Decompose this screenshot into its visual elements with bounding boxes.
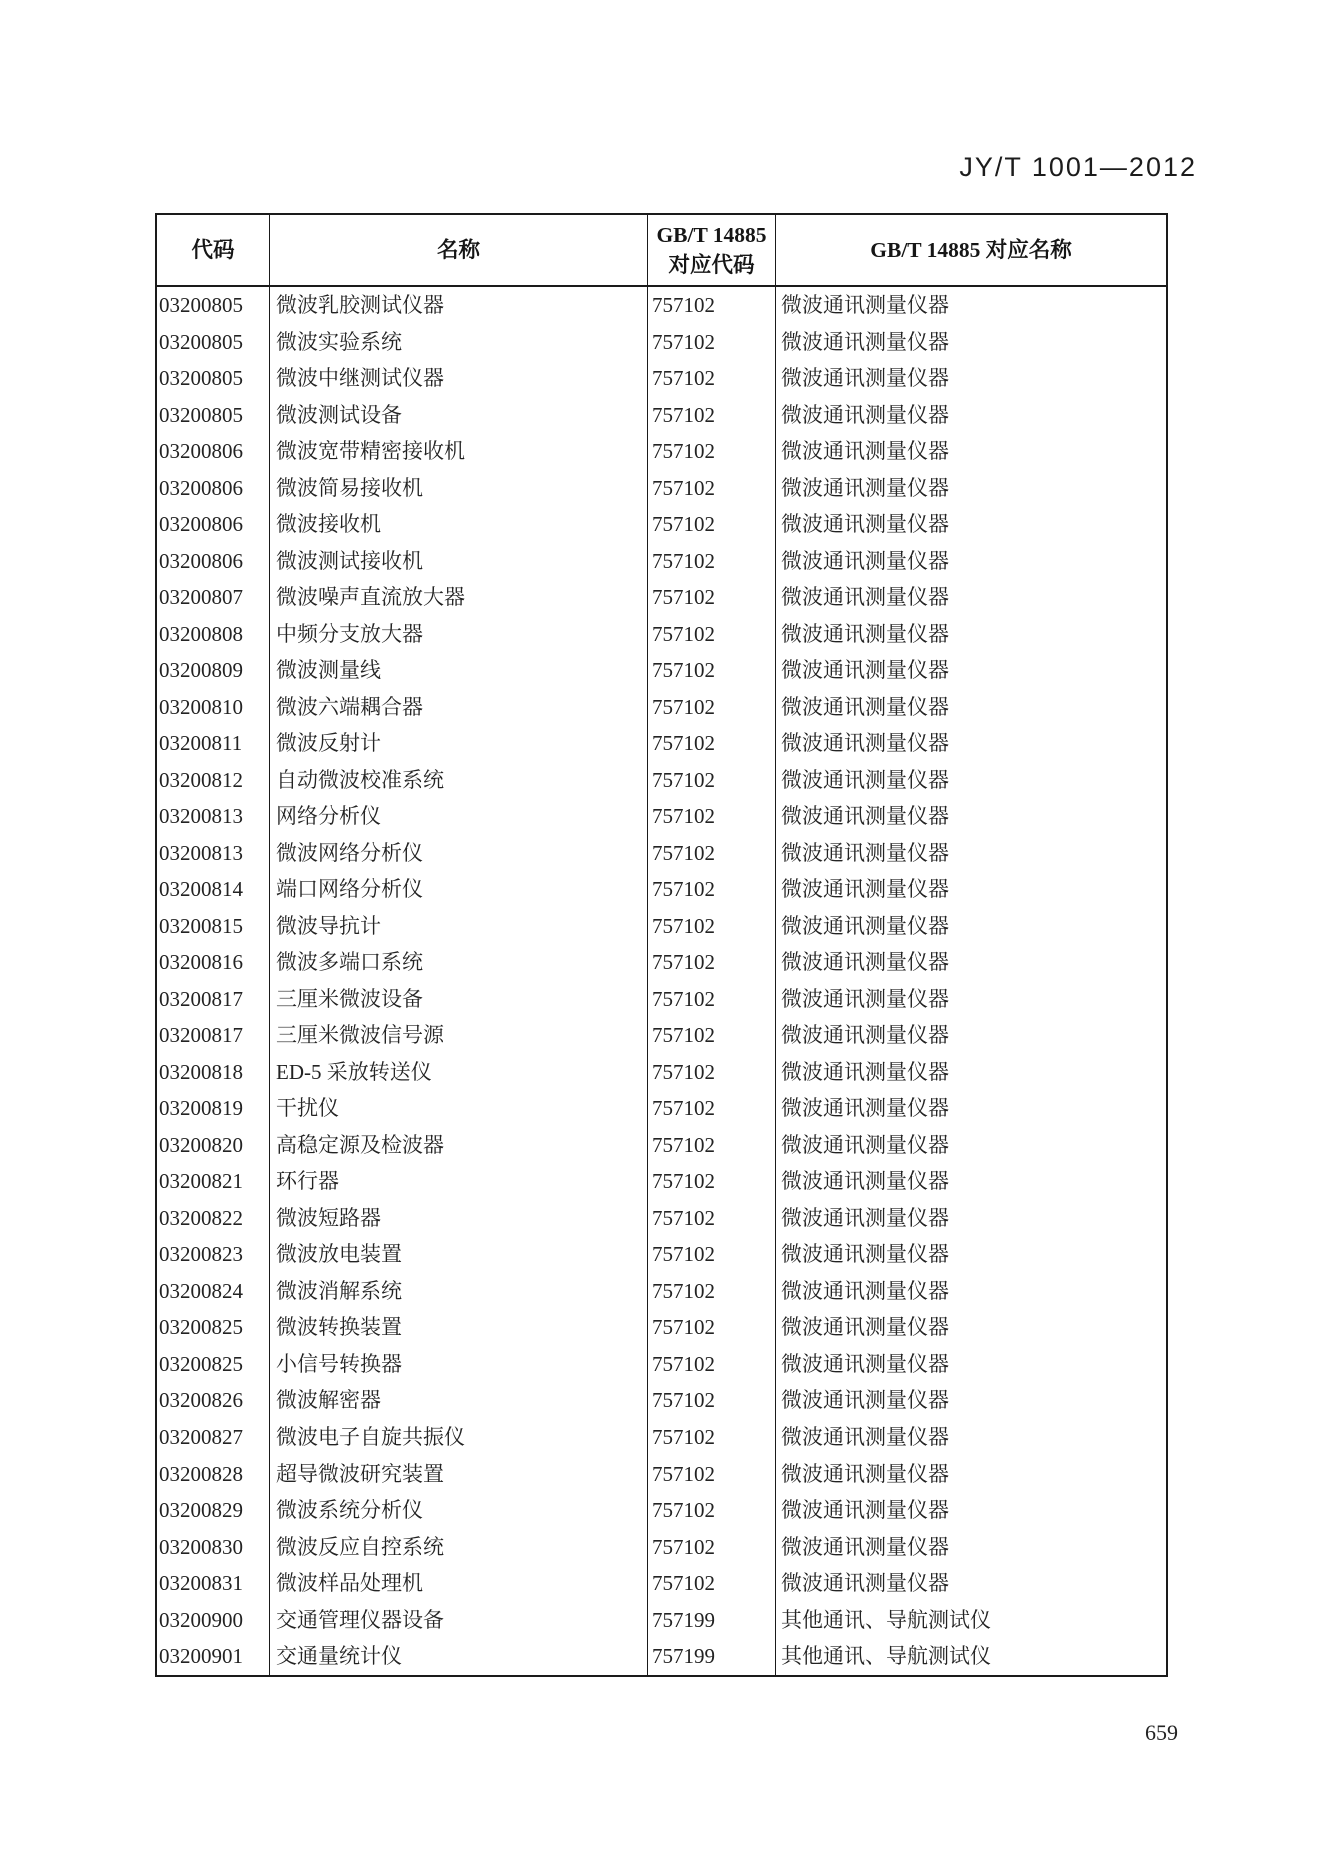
table-row [157,397,1166,434]
cell-gbt-code: 757102 [647,579,775,616]
cell-code: 03200808 [159,621,243,646]
cell-code: 03200805 [159,366,243,391]
cell-gbt-code: 757102 [647,944,775,981]
cell-name: 干扰仪 [269,1090,647,1127]
cell-gbt-name: 微波通讯测量仪器 [775,1127,1166,1164]
table-row [157,871,1166,908]
cell-code: 03200806 [159,548,243,573]
cell-code: 03200813 [159,804,243,829]
cell-name: 微波反应自控系统 [269,1529,647,1566]
cell-code: 03200828 [159,1461,243,1486]
cell-code: 03200806 [159,475,243,500]
table-row [157,1638,1166,1675]
cell-gbt-code: 757102 [647,287,775,324]
cell-code: 03200819 [159,1096,243,1121]
cell-code: 03200805 [159,329,243,354]
cell-gbt-name: 微波通讯测量仪器 [775,360,1166,397]
cell-gbt-code: 757102 [647,1017,775,1054]
cell-name: 网络分析仪 [269,798,647,835]
cell-gbt-code: 757199 [647,1602,775,1639]
cell-code: 03200810 [159,694,243,719]
cell-gbt-code: 757102 [647,725,775,762]
cell-gbt-name: 微波通讯测量仪器 [775,1273,1166,1310]
table-row [157,1346,1166,1383]
cell-name: 小信号转换器 [269,1346,647,1383]
cell-name: 微波消解系统 [269,1273,647,1310]
cell-gbt-name: 微波通讯测量仪器 [775,1529,1166,1566]
cell-name: 微波接收机 [269,506,647,543]
cell-name: 自动微波校准系统 [269,762,647,799]
cell-gbt-code: 757102 [647,1273,775,1310]
table-row [157,579,1166,616]
code-mapping-table [155,213,1168,1677]
cell-name: 超导微波研究装置 [269,1456,647,1493]
cell-code: 03200805 [159,402,243,427]
cell-gbt-code: 757102 [647,798,775,835]
cell-gbt-code: 757102 [647,689,775,726]
table-row [157,1017,1166,1054]
table-row [157,944,1166,981]
cell-gbt-name: 其他通讯、导航测试仪 [775,1602,1166,1639]
cell-name: 中频分支放大器 [269,616,647,653]
cell-gbt-name: 微波通讯测量仪器 [775,543,1166,580]
cell-code: 03200825 [159,1351,243,1376]
cell-gbt-name: 微波通讯测量仪器 [775,944,1166,981]
table-row [157,1382,1166,1419]
cell-name: 微波六端耦合器 [269,689,647,726]
cell-name: 微波导抗计 [269,908,647,945]
cell-gbt-code: 757102 [647,1565,775,1602]
header-gbt-code [647,215,775,285]
header-name [269,215,647,285]
cell-code: 03200806 [159,439,243,464]
table-row [157,1127,1166,1164]
cell-gbt-code: 757102 [647,835,775,872]
cell-code: 03200809 [159,658,243,683]
cell-code: 03200825 [159,1315,243,1340]
cell-gbt-name: 微波通讯测量仪器 [775,1346,1166,1383]
cell-gbt-code: 757102 [647,1456,775,1493]
cell-name: 微波放电装置 [269,1236,647,1273]
cell-code: 03200824 [159,1278,243,1303]
table-row [157,835,1166,872]
cell-gbt-code: 757102 [647,1529,775,1566]
cell-code: 03200806 [159,512,243,537]
cell-code: 03200829 [159,1498,243,1523]
table-row [157,433,1166,470]
cell-gbt-name: 其他通讯、导航测试仪 [775,1638,1166,1675]
table-row [157,908,1166,945]
cell-code: 03200830 [159,1534,243,1559]
cell-gbt-name: 微波通讯测量仪器 [775,798,1166,835]
cell-name: 微波乳胶测试仪器 [269,287,647,324]
header-code-label: 代码 [191,238,235,262]
cell-gbt-code: 757102 [647,1346,775,1383]
cell-gbt-name: 微波通讯测量仪器 [775,762,1166,799]
cell-name: 微波多端口系统 [269,944,647,981]
cell-gbt-name: 微波通讯测量仪器 [775,835,1166,872]
cell-gbt-code: 757102 [647,324,775,361]
cell-gbt-code: 757102 [647,871,775,908]
cell-code: 03200811 [159,731,243,756]
header-name-label: 名称 [436,238,480,262]
cell-gbt-name: 微波通讯测量仪器 [775,506,1166,543]
cell-gbt-name: 微波通讯测量仪器 [775,1382,1166,1419]
cell-gbt-code: 757102 [647,506,775,543]
cell-gbt-name: 微波通讯测量仪器 [775,616,1166,653]
cell-code: 03200815 [159,913,243,938]
cell-name: 微波测试设备 [269,397,647,434]
table-header-row [157,215,1166,287]
cell-gbt-name: 微波通讯测量仪器 [775,908,1166,945]
cell-gbt-code: 757102 [647,1419,775,1456]
table-row [157,1419,1166,1456]
cell-name: 微波系统分析仪 [269,1492,647,1529]
table-row [157,1565,1166,1602]
cell-code: 03200822 [159,1205,243,1230]
cell-code: 03200818 [159,1059,243,1084]
cell-gbt-code: 757102 [647,1309,775,1346]
cell-name: 交通量统计仪 [269,1638,647,1675]
table-row [157,1163,1166,1200]
cell-code: 03200816 [159,950,243,975]
table-row [157,287,1166,324]
cell-gbt-code: 757102 [647,1200,775,1237]
cell-code: 03200820 [159,1132,243,1157]
cell-name: 微波中继测试仪器 [269,360,647,397]
cell-name: 微波噪声直流放大器 [269,579,647,616]
cell-name: 微波转换装置 [269,1309,647,1346]
cell-code: 03200826 [159,1388,243,1413]
cell-gbt-code: 757102 [647,433,775,470]
page-number: 659 [1145,1720,1178,1745]
cell-gbt-name: 微波通讯测量仪器 [775,1565,1166,1602]
header-gbt-code-line2: 对应代码 [668,253,755,277]
table-row [157,725,1166,762]
cell-name: 高稳定源及检波器 [269,1127,647,1164]
cell-gbt-code: 757102 [647,1054,775,1091]
table-row [157,798,1166,835]
header-gbt-code-line1: GB/T 14885 [656,223,767,247]
header-gbt-name [775,215,1166,285]
cell-gbt-name: 微波通讯测量仪器 [775,287,1166,324]
cell-gbt-name: 微波通讯测量仪器 [775,725,1166,762]
cell-gbt-name: 微波通讯测量仪器 [775,1163,1166,1200]
cell-code: 03200805 [159,293,243,317]
table-row [157,543,1166,580]
table-row [157,324,1166,361]
table-row [157,1309,1166,1346]
cell-gbt-code: 757102 [647,652,775,689]
cell-gbt-code: 757102 [647,1090,775,1127]
cell-gbt-name: 微波通讯测量仪器 [775,470,1166,507]
cell-name: 微波短路器 [269,1200,647,1237]
cell-gbt-code: 757102 [647,1492,775,1529]
cell-name: 微波反射计 [269,725,647,762]
cell-code: 03200901 [159,1644,243,1669]
table-row [157,470,1166,507]
table-row [157,360,1166,397]
table-row [157,1492,1166,1529]
cell-code: 03200807 [159,585,243,610]
cell-gbt-code: 757102 [647,1163,775,1200]
cell-code: 03200827 [159,1424,243,1449]
table-row [157,1602,1166,1639]
cell-gbt-name: 微波通讯测量仪器 [775,1236,1166,1273]
cell-name: 微波解密器 [269,1382,647,1419]
header-code [157,215,269,285]
cell-gbt-name: 微波通讯测量仪器 [775,579,1166,616]
cell-name: 微波简易接收机 [269,470,647,507]
table-row [157,1236,1166,1273]
cell-name: ED-5 采放转送仪 [269,1054,647,1091]
cell-gbt-name: 微波通讯测量仪器 [775,1200,1166,1237]
cell-code: 03200813 [159,840,243,865]
cell-gbt-name: 微波通讯测量仪器 [775,1456,1166,1493]
cell-code: 03200812 [159,767,243,792]
table-row [157,616,1166,653]
cell-gbt-code: 757102 [647,470,775,507]
cell-code: 03200821 [159,1169,243,1194]
cell-code: 03200814 [159,877,243,902]
cell-gbt-name: 微波通讯测量仪器 [775,397,1166,434]
cell-name: 三厘米微波设备 [269,981,647,1018]
cell-name: 微波测量线 [269,652,647,689]
cell-name: 环行器 [269,1163,647,1200]
table-row [157,762,1166,799]
cell-gbt-name: 微波通讯测量仪器 [775,689,1166,726]
cell-name: 端口网络分析仪 [269,871,647,908]
cell-gbt-name: 微波通讯测量仪器 [775,1054,1166,1091]
cell-gbt-code: 757102 [647,908,775,945]
cell-code: 03200817 [159,1023,243,1048]
cell-gbt-code: 757102 [647,1127,775,1164]
document-reference: JY/T 1001—2012 [959,152,1197,182]
table-row [157,981,1166,1018]
cell-gbt-code: 757102 [647,360,775,397]
cell-gbt-code: 757102 [647,762,775,799]
cell-gbt-code: 757102 [647,397,775,434]
table-row [157,689,1166,726]
cell-gbt-code: 757102 [647,1236,775,1273]
cell-gbt-code: 757199 [647,1638,775,1675]
table-row [157,1273,1166,1310]
header-gbt-name-label: GB/T 14885 对应名称 [870,238,1072,262]
cell-code: 03200900 [159,1607,243,1632]
cell-gbt-name: 微波通讯测量仪器 [775,433,1166,470]
table-row [157,1090,1166,1127]
table-row [157,1456,1166,1493]
cell-gbt-name: 微波通讯测量仪器 [775,1090,1166,1127]
cell-gbt-name: 微波通讯测量仪器 [775,324,1166,361]
cell-name: 微波样品处理机 [269,1565,647,1602]
cell-gbt-name: 微波通讯测量仪器 [775,1309,1166,1346]
cell-gbt-code: 757102 [647,981,775,1018]
cell-gbt-name: 微波通讯测量仪器 [775,1419,1166,1456]
table-row [157,1529,1166,1566]
table-body [157,287,1166,1675]
cell-gbt-name: 微波通讯测量仪器 [775,652,1166,689]
cell-gbt-name: 微波通讯测量仪器 [775,1492,1166,1529]
cell-code: 03200831 [159,1571,243,1596]
table-row [157,652,1166,689]
cell-code: 03200823 [159,1242,243,1267]
cell-gbt-code: 757102 [647,616,775,653]
cell-gbt-name: 微波通讯测量仪器 [775,981,1166,1018]
cell-name: 微波测试接收机 [269,543,647,580]
cell-name: 交通管理仪器设备 [269,1602,647,1639]
cell-name: 微波网络分析仪 [269,835,647,872]
table-row [157,1054,1166,1091]
cell-name: 微波宽带精密接收机 [269,433,647,470]
cell-name: 微波实验系统 [269,324,647,361]
cell-name: 三厘米微波信号源 [269,1017,647,1054]
cell-gbt-code: 757102 [647,1382,775,1419]
table-row [157,506,1166,543]
cell-gbt-name: 微波通讯测量仪器 [775,1017,1166,1054]
cell-gbt-code: 757102 [647,543,775,580]
cell-name: 微波电子自旋共振仪 [269,1419,647,1456]
cell-code: 03200817 [159,986,243,1011]
cell-gbt-name: 微波通讯测量仪器 [775,871,1166,908]
table-row [157,1200,1166,1237]
